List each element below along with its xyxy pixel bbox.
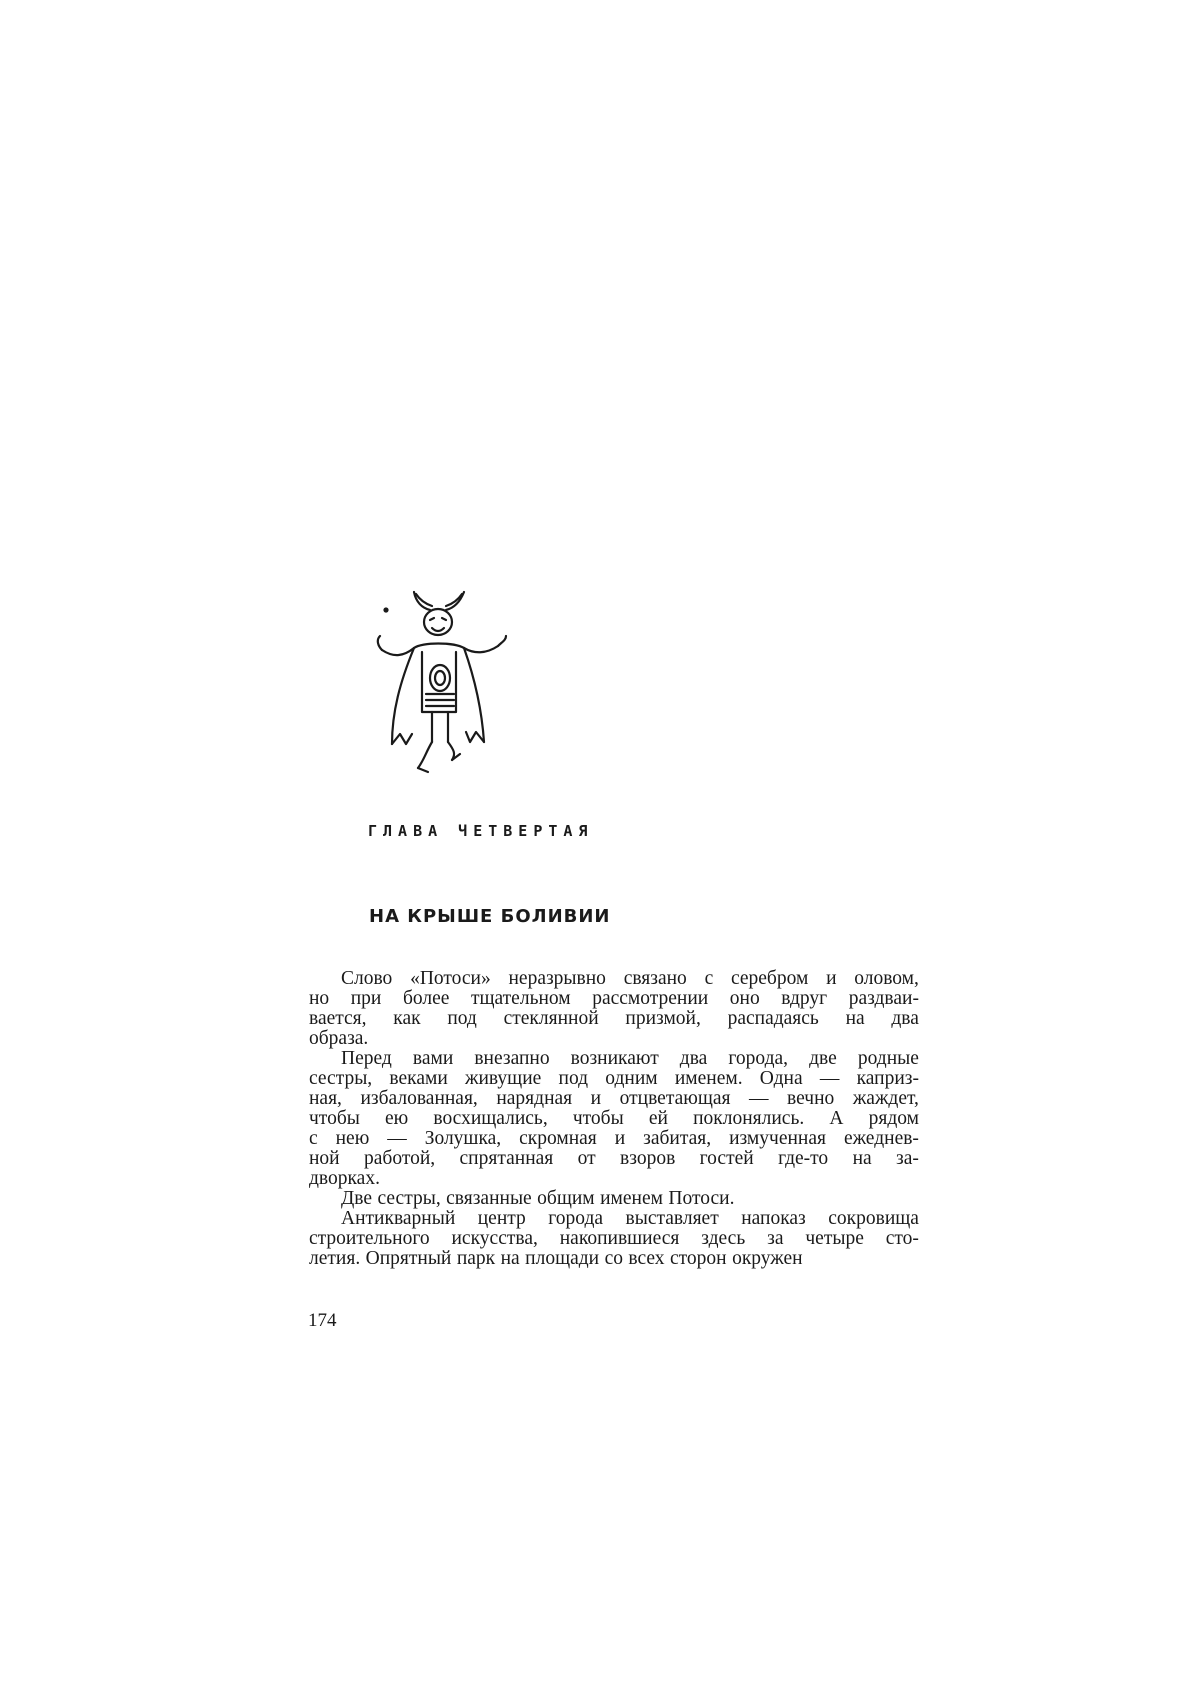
page-number: 174 (308, 1310, 337, 1331)
chapter-title: НА КРЫШЕ БОЛИВИИ (369, 906, 611, 927)
text-line: Перед вами внезапно возникают два города, две родные (341, 1048, 919, 1069)
text-line: сестры, веками живущие под одним именем. Одна — каприз- (309, 1068, 919, 1089)
dancer-illustration (356, 582, 516, 782)
text-line: летия. Опрятный парк на площади со всех сторон окружен (309, 1248, 803, 1269)
text-line: чтобы ею восхищались, чтобы ей поклонялись. А рядом (309, 1108, 919, 1129)
text-line: строительного искусства, накопившиеся здесь за четыре сто- (309, 1228, 919, 1249)
text-line: ная, избалованная, нарядная и отцветающая — вечно жаждет, (309, 1088, 919, 1109)
body-text (309, 969, 919, 1269)
text-line: с нею — Золушка, скромная и забитая, измученная ежеднев- (309, 1128, 919, 1149)
paragraph (309, 1209, 919, 1269)
text-line: образа. (309, 1028, 369, 1049)
text-line: дворках. (309, 1168, 380, 1189)
text-line: Две сестры, связанные общим именем Потоси. (341, 1188, 735, 1209)
paragraph (309, 969, 919, 1049)
chapter-label: ГЛАВА ЧЕТВЕРТАЯ (368, 822, 594, 840)
text-line: вается, как под стеклянной призмой, распадаясь на два (309, 1008, 919, 1029)
paragraph (309, 1049, 919, 1189)
text-line: ной работой, спрятанная от взоров гостей где-то на за- (309, 1148, 919, 1169)
text-line: Слово «Потоси» неразрывно связано с серебром и оловом, (341, 968, 919, 989)
text-line: Антикварный центр города выставляет напоказ сокровища (341, 1208, 919, 1229)
text-line: но при более тщательном рассмотрении оно вдруг раздваи- (309, 988, 919, 1009)
paragraph (309, 1189, 919, 1209)
dancer-illustration-icon (356, 582, 516, 782)
